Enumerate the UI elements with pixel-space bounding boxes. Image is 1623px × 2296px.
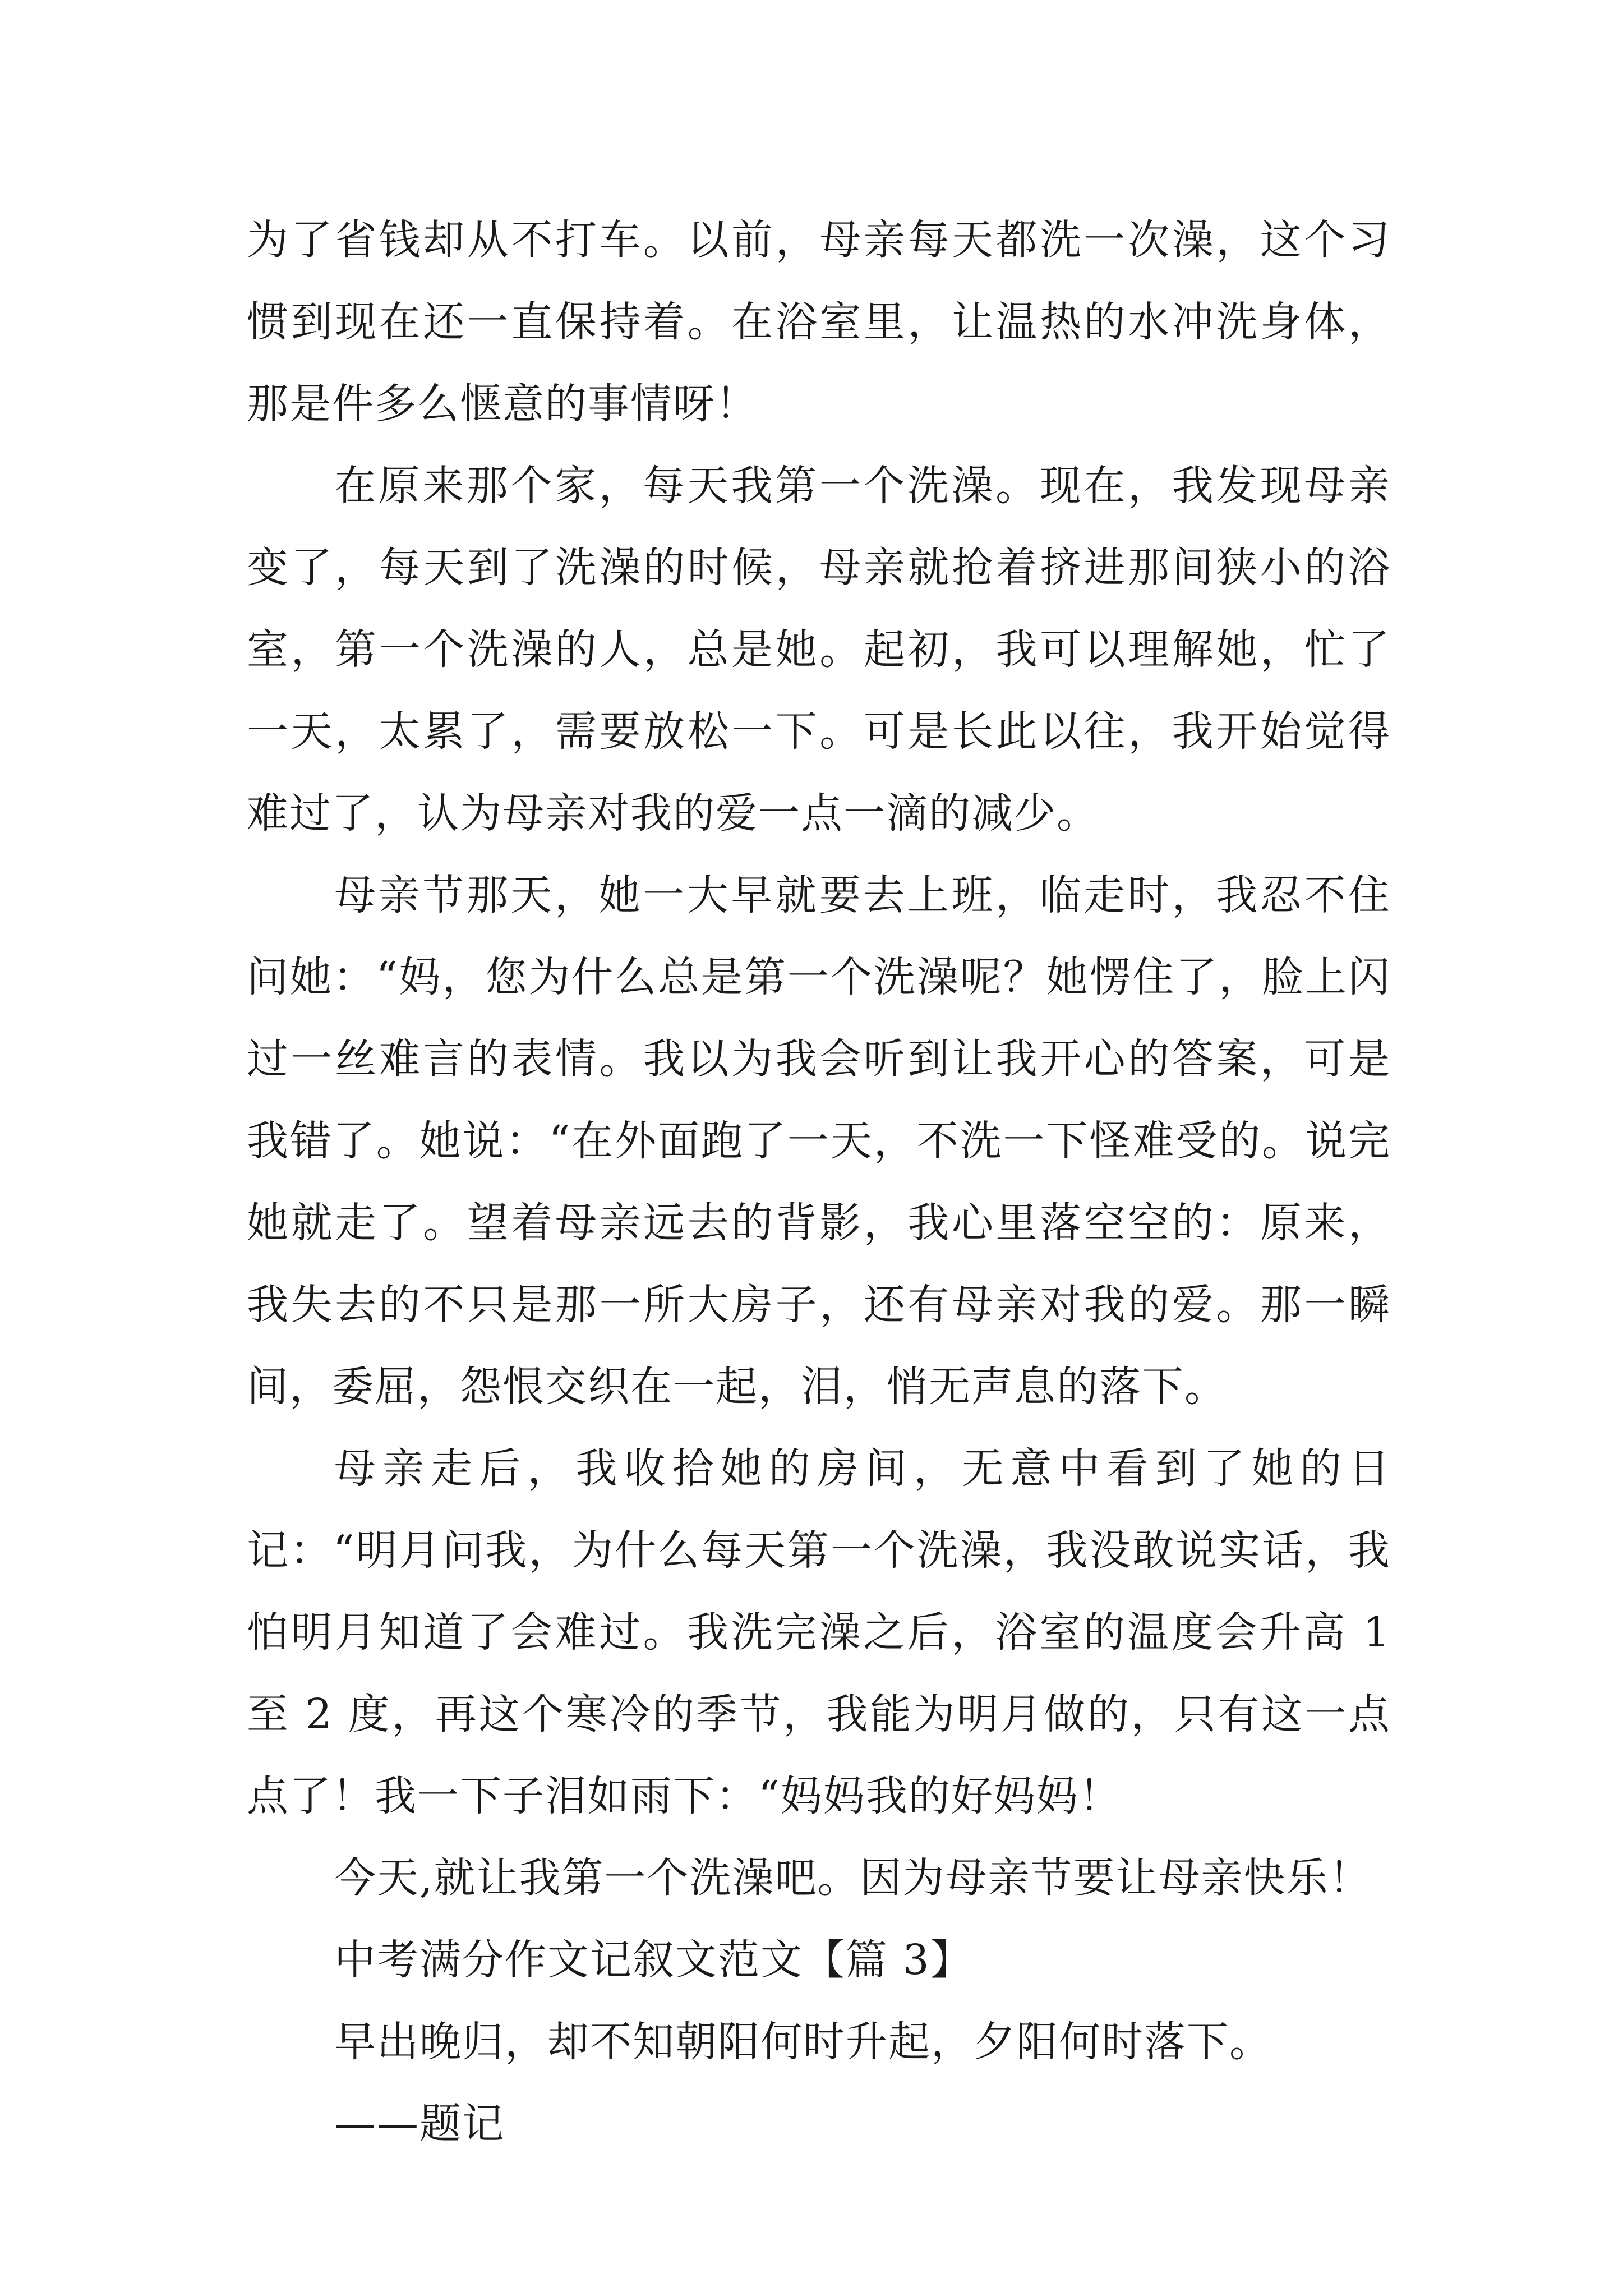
paragraph-continuation: 为了省钱却从不打车。以前，母亲每天都洗一次澡，这个习惯到现在还一直保持着。在浴室里，让温热的水冲洗身体，那是件多么惬意的事情呀！ [247,216,1391,428]
paragraph-mothers-day: 母亲节那天，她一大早就要去上班，临走时，我忍不住问她：“妈，您为什么总是第一个洗澡呢？她愣住了，脸上闪过一丝难言的表情。我以为我会听到让我开心的答案，可是我错了。她说：“在外面跑了一天，不洗一下怪难受的。说完她就走了。望着母亲远去的背影，我心里落空空的：原来，我失去的不只是那一所大房子，还有母亲对我的爱。那一瞬间，委屈，怨恨交织在一起，泪，悄无声息的落下。 [247,871,1391,1411]
section-heading: 中考满分作文记叙文范文【篇 3】 [334,1936,973,1984]
paragraph-original-home: 在原来那个家，每天我第一个洗澡。现在，我发现母亲变了，每天到了洗澡的时候，母亲就抢着挤进那间狭小的浴室，第一个洗澡的人，总是她。起初，我可以理解她，忙了一天，太累了，需要放松一下。可是长此以往，我开始觉得难过了，认为母亲对我的爱一点一滴的减少。 [247,462,1391,838]
paragraph-diary: 母亲走后，我收拾她的房间，无意中看到了她的日记：“明月问我，为什么每天第一个洗澡，我没敢说实话，我怕明月知道了会难过。我洗完澡之后，浴室的温度会升高 1 至 2 度，再这个寒冷的季节，我能为明月做的，只有这一点点了！我一下子泪如雨下：“妈妈我的好妈妈！ [247,1444,1391,1820]
epigraph-line: 早出晚归，却不知朝阳何时升起，夕阳何时落下。 [334,2018,1272,2066]
epigraph-attribution: ——题记 [334,2100,505,2148]
essay-body [247,199,1391,2165]
paragraph-today: 今天,就让我第一个洗澡吧。因为母亲节要让母亲快乐！ [334,1854,1372,1902]
